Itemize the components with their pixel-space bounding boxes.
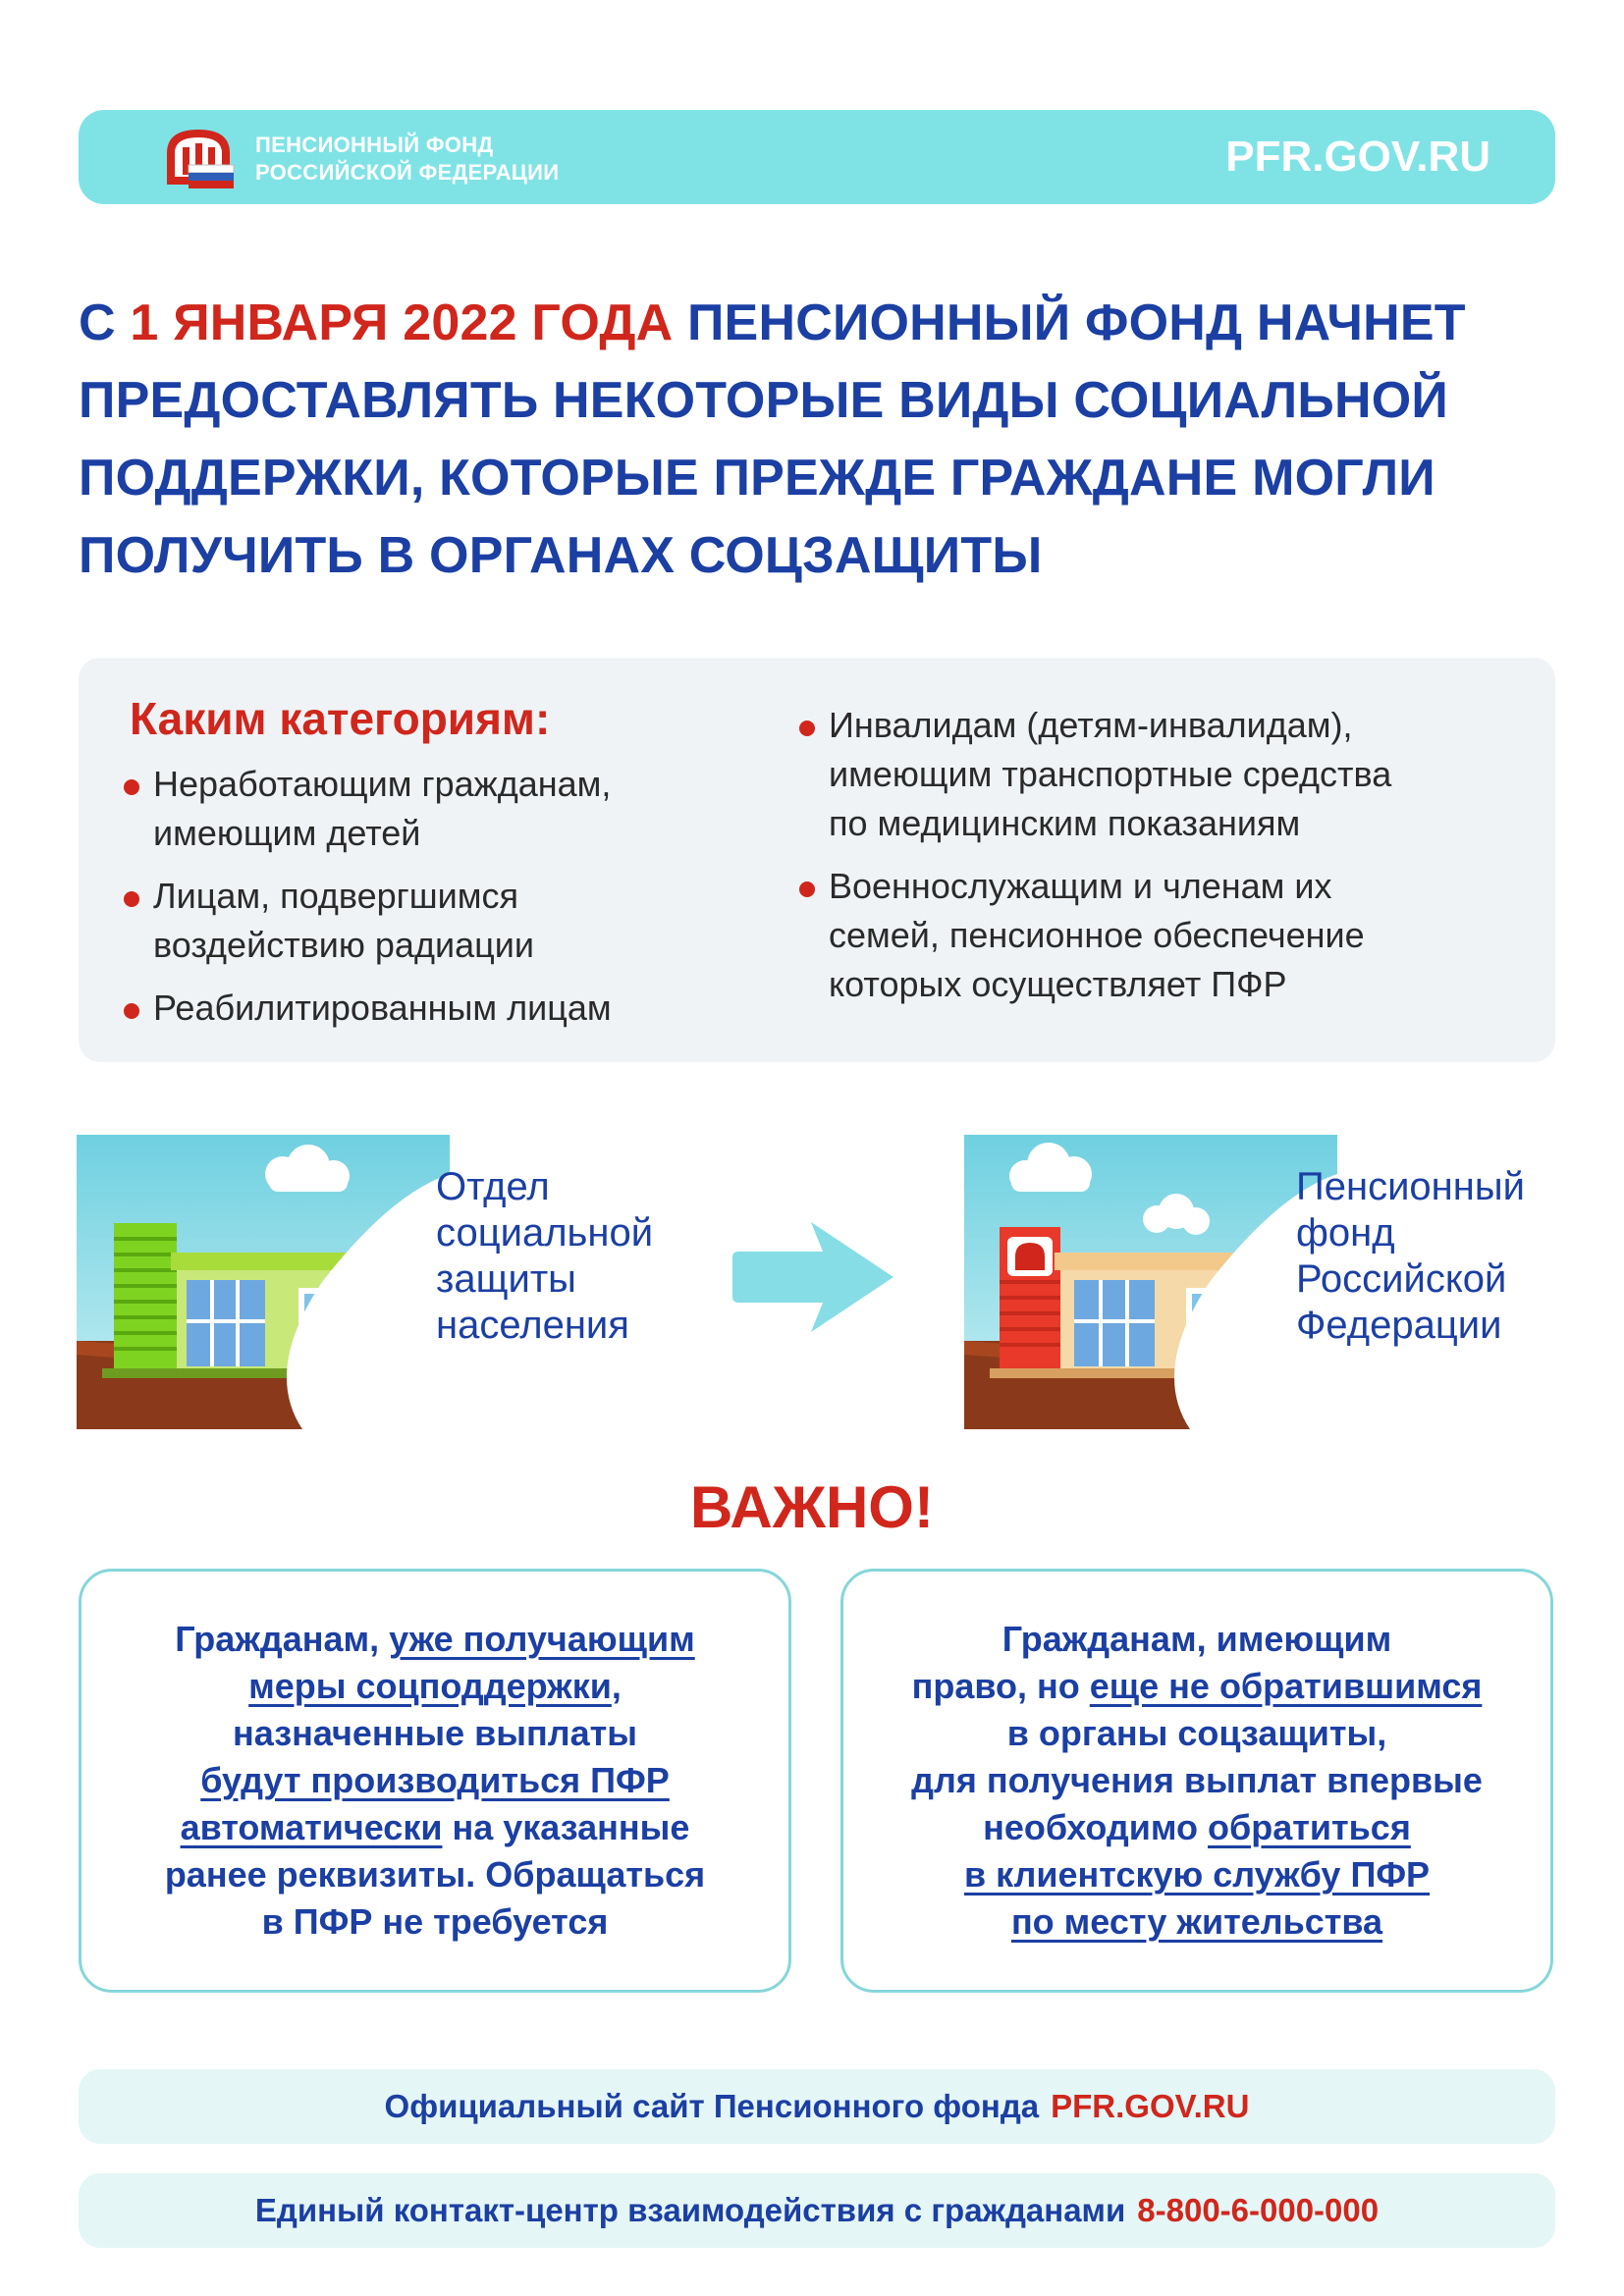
info-line: право, но bbox=[911, 1666, 1090, 1706]
info-line-underlined: меры соцподдержки bbox=[248, 1666, 612, 1706]
category-text: по медицинским показаниям bbox=[829, 803, 1301, 843]
info-line: Гражданам, имеющим bbox=[1001, 1619, 1392, 1659]
header-bar bbox=[79, 110, 1555, 204]
category-item bbox=[122, 760, 750, 858]
info-line: ранее реквизиты. Обращаться bbox=[164, 1854, 706, 1895]
category-text: Военнослужащим и членам их bbox=[829, 866, 1332, 906]
pfr-logo-icon bbox=[159, 124, 238, 192]
headline-line3: ПОДДЕРЖКИ, КОТОРЫЕ ПРЕЖДЕ ГРАЖДАНЕ МОГЛИ bbox=[79, 450, 1435, 507]
from-label-line: защиты bbox=[436, 1257, 576, 1301]
category-text: Реабилитированным лицам bbox=[153, 988, 612, 1028]
info-text bbox=[911, 1616, 1483, 1946]
info-line-underlined: будут производиться ПФР bbox=[200, 1760, 670, 1800]
info-line-underlined: уже получающим bbox=[389, 1619, 695, 1659]
footer-site-bar bbox=[79, 2069, 1555, 2144]
info-line: в ПФР не требуется bbox=[261, 1901, 609, 1942]
info-line-underlined: еще не обратившимся bbox=[1089, 1666, 1483, 1706]
categories-list-left bbox=[122, 760, 750, 1046]
info-line-underlined: в клиентскую службу ПФР bbox=[963, 1854, 1431, 1895]
headline-date: 1 ЯНВАРЯ 2022 ГОДА bbox=[130, 294, 674, 351]
category-item bbox=[122, 984, 750, 1033]
social-office-building-icon bbox=[77, 1135, 450, 1429]
category-item bbox=[122, 872, 750, 970]
info-line: Гражданам, bbox=[175, 1619, 390, 1659]
important-title: ВАЖНО! bbox=[690, 1474, 934, 1540]
pfr-office-building-icon bbox=[964, 1135, 1337, 1429]
to-label-line: Пенсионный bbox=[1296, 1165, 1525, 1208]
info-line-underlined: автоматически bbox=[180, 1807, 443, 1847]
from-department-label bbox=[436, 1164, 731, 1349]
org-name bbox=[255, 132, 559, 187]
info-line: назначенные выплаты bbox=[232, 1713, 638, 1753]
category-item bbox=[797, 701, 1524, 848]
to-label-line: фонд bbox=[1296, 1211, 1395, 1255]
category-text: которых осуществляет ПФР bbox=[829, 964, 1287, 1004]
info-line: в органы соцзащиты, bbox=[1006, 1713, 1387, 1753]
from-label-line: социальной bbox=[436, 1211, 654, 1255]
org-name-line1: ПЕНСИОННЫЙ ФОНД bbox=[255, 133, 494, 157]
category-text: имеющим детей bbox=[153, 813, 421, 853]
info-line-underlined: по месту жительства bbox=[1010, 1901, 1383, 1942]
categories-panel bbox=[79, 658, 1555, 1062]
category-item bbox=[797, 862, 1524, 1009]
info-line-underlined: обратиться bbox=[1208, 1807, 1411, 1847]
info-line: , bbox=[611, 1666, 622, 1706]
to-label-line: Российской bbox=[1296, 1257, 1507, 1301]
headline-line1-rest: ПЕНСИОННЫЙ ФОНД НАЧНЕТ bbox=[686, 294, 1466, 351]
info-line: для получения выплат впервые bbox=[911, 1760, 1483, 1800]
footer-contact-text: Единый контакт-центр взаимодействия с гражданами bbox=[254, 2192, 1126, 2228]
arrow-right-icon bbox=[732, 1222, 899, 1332]
category-text: имеющим транспортные средства bbox=[829, 754, 1392, 794]
bullet-dot-icon bbox=[799, 881, 815, 897]
info-text bbox=[165, 1616, 705, 1946]
info-line: необходимо bbox=[983, 1807, 1209, 1847]
category-text: семей, пенсионное обеспечение bbox=[829, 915, 1365, 955]
bullet-dot-icon bbox=[799, 721, 815, 736]
categories-title: Каким категориям: bbox=[130, 693, 551, 744]
info-line: на указанные bbox=[442, 1807, 690, 1847]
to-label-line: Федерации bbox=[1296, 1304, 1502, 1347]
category-text: Лицам, подвергшимся bbox=[153, 876, 518, 916]
info-box-not-yet-applied bbox=[840, 1569, 1553, 1993]
footer-site-text: Официальный сайт Пенсионного фонда bbox=[384, 2088, 1040, 2124]
footer-site-link[interactable]: PFR.GOV.RU bbox=[1051, 2088, 1250, 2124]
bullet-dot-icon bbox=[124, 779, 139, 795]
category-text: Неработающим гражданам, bbox=[153, 764, 612, 804]
bullet-dot-icon bbox=[124, 1003, 139, 1019]
footer-phone-link[interactable]: 8-800-6-000-000 bbox=[1137, 2192, 1380, 2228]
footer-contact-bar bbox=[79, 2173, 1555, 2248]
org-name-line2: РОССИЙСКОЙ ФЕДЕРАЦИИ bbox=[255, 160, 560, 185]
categories-list-right bbox=[797, 701, 1524, 1023]
headline-prefix: С bbox=[79, 294, 116, 351]
headline-line1 bbox=[79, 285, 1571, 362]
to-department-label bbox=[1296, 1164, 1591, 1349]
info-box-already-receiving bbox=[79, 1569, 791, 1993]
bullet-dot-icon bbox=[124, 891, 139, 907]
category-text: Инвалидам (детям-инвалидам), bbox=[829, 705, 1353, 745]
headline bbox=[79, 285, 1571, 595]
headline-line4: ПОЛУЧИТЬ В ОРГАНАХ СОЦЗАЩИТЫ bbox=[79, 527, 1043, 584]
from-label-line: Отдел bbox=[436, 1165, 550, 1208]
from-label-line: населения bbox=[436, 1304, 629, 1347]
headline-line2: ПРЕДОСТАВЛЯТЬ НЕКОТОРЫЕ ВИДЫ СОЦИАЛЬНОЙ bbox=[79, 372, 1448, 429]
header-site-link[interactable]: PFR.GOV.RU bbox=[1225, 133, 1490, 181]
category-text: воздействию радиации bbox=[153, 925, 534, 965]
